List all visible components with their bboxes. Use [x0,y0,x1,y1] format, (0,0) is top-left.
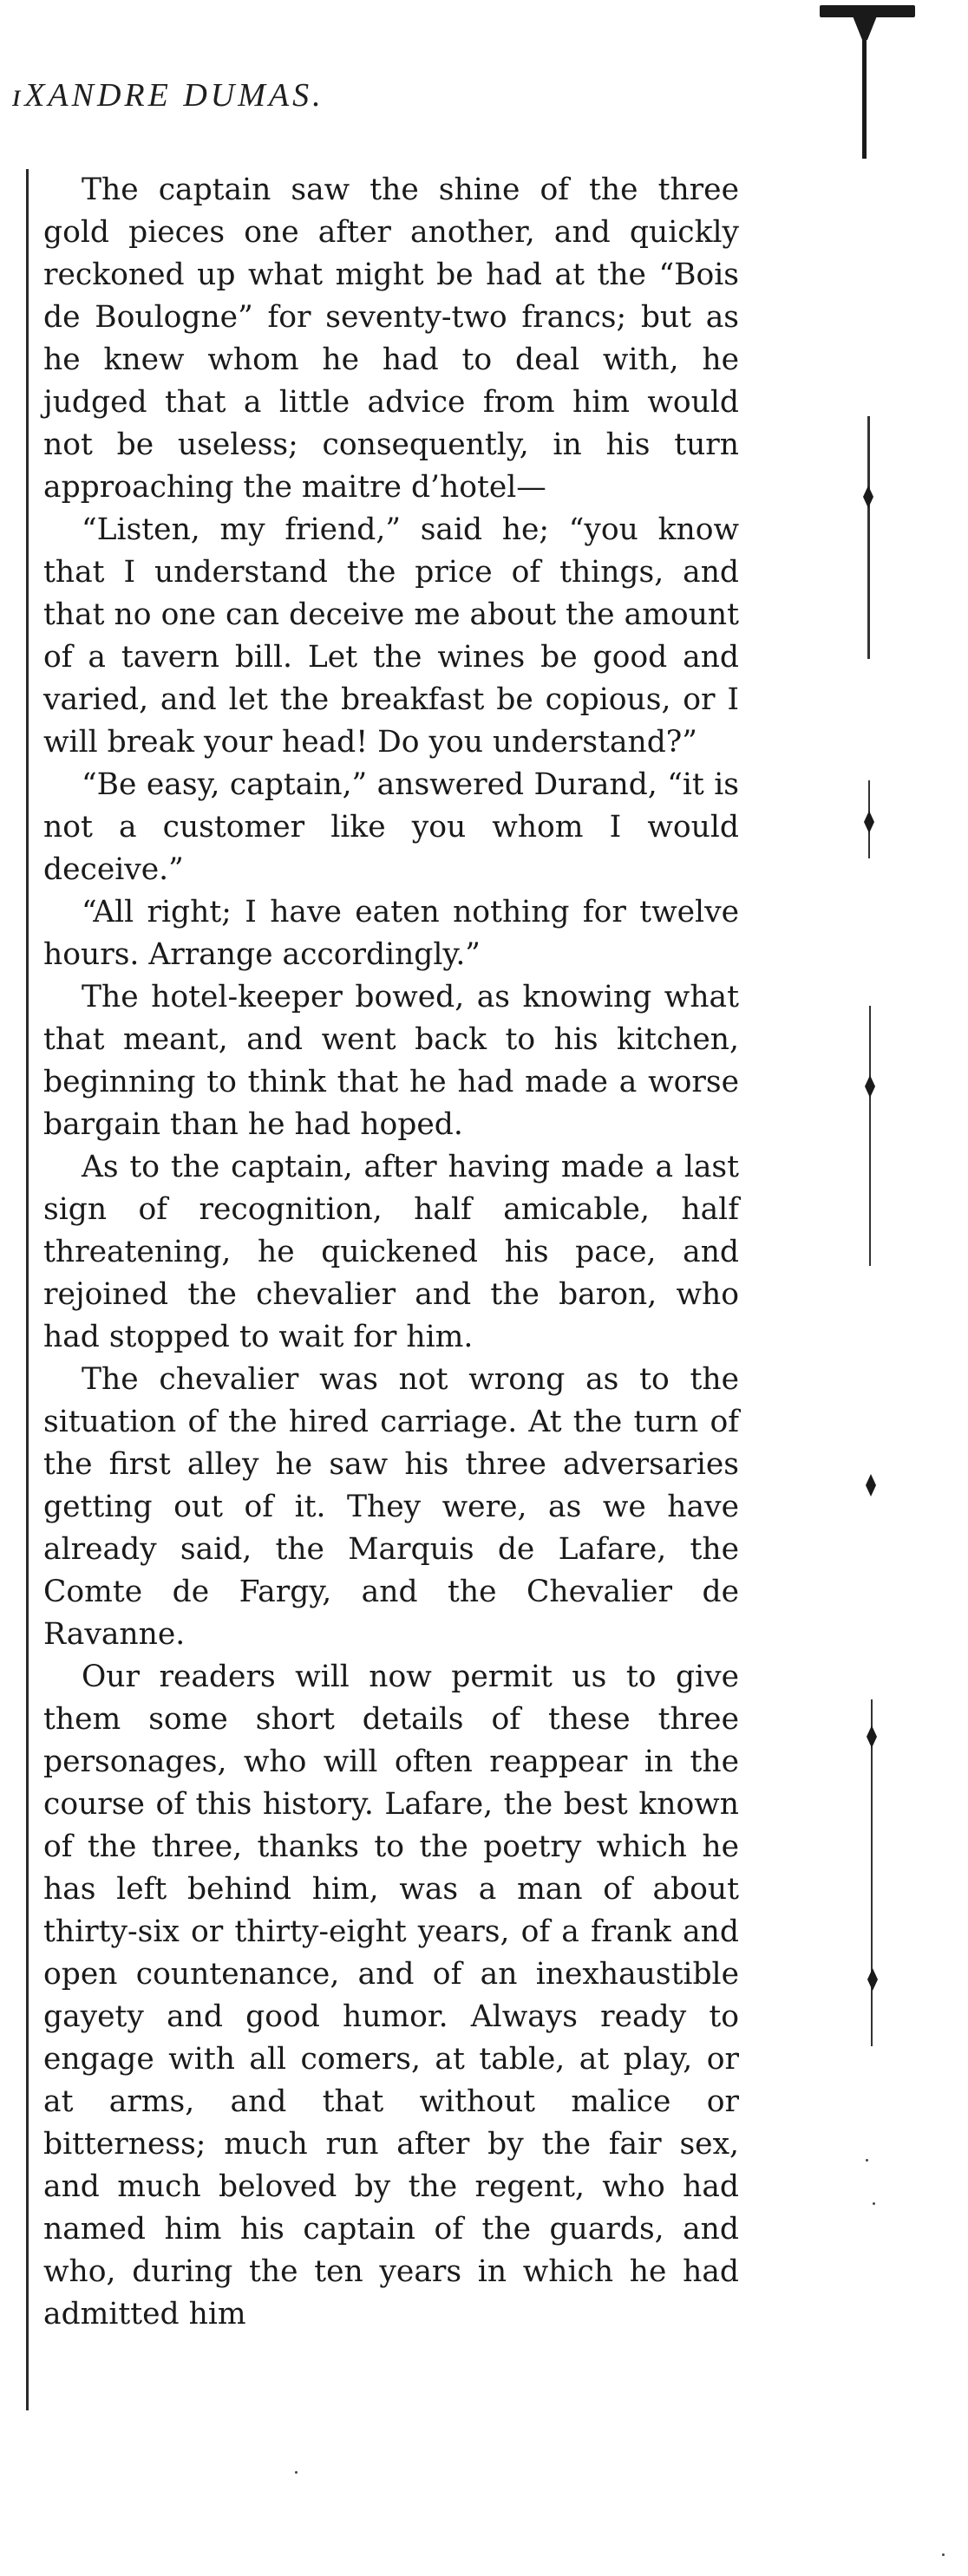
speck [942,2553,945,2556]
binding-edge-line [869,1006,871,1266]
binding-mark [865,1075,875,1098]
speck [866,2159,868,2162]
speck [873,2202,875,2205]
binding-edge-line [867,416,870,659]
binding-edge-line [871,1699,873,2046]
paragraph-7: The chevalier was not wrong as to the situation of the hired carriage. At the turn of the first alley he saw his three adversaries getting out of it. They were, as we have already said, the Marquis de Lafare, the Comte de Fargy, and the Chevalier de Ravanne. [43,1362,739,1652]
text-column [43,169,739,2336]
speck [295,2471,298,2474]
binding-mark [866,1474,876,1497]
binding-mark [867,1968,878,1991]
paragraph-4: “All right; I have eaten nothing for twelve hours. Arrange accordingly.” [43,895,739,972]
paragraph-1: The captain saw the shine of the three gold pieces one after another, and quickly reckoned up what might be had at the “Bois de Boulogne” for seventy-two francs; but as he knew whom he had to deal with, he judged that a little advice from him would not be useless; consequently, in his turn approaching the maitre d’hotel— [43,173,739,505]
paragraph-6: As to the captain, after having made a last sign of recognition, half amicable, half threatening, he quickened his pace, and rejoined the chevalier and the baron, who had stopped to wait for him. [43,1150,739,1354]
column-rule [26,169,29,2410]
binding-mark [864,811,874,833]
running-head: ɪXANDRE DUMAS. [12,77,324,114]
paragraph-8: Our readers will now permit us to give them some short details of these three personages, who will often reappear in the course of this history. Lafare, the best known of the three, thanks to the poetry which he has left behind him, was a man of about thirty-six or thirty-eight years, of a frank and open countenance, and of an inexhaustible gayety and good humor. Always ready to engage with all comers, at table, at play, or at arms, and that without malice or bitterness; much run after by the fair sex, and much beloved by the regent, who had named him his captain of the guards, and who, during the ten years in which he had admitted him [43,1660,739,2331]
paragraph-2: “Listen, my friend,” said he; “you know that I understand the price of things, and that no one can deceive me about the amount of a tavern bill. Let the wines be good and varied, and let the breakfast be copious, or I will break your head! Do you understand?” [43,512,739,760]
paragraph-5: The hotel-keeper bowed, as knowing what that meant, and went back to his kitchen, beginning to think that he had made a worse bargain than he had hoped. [43,980,739,1142]
binding-edge-stem [862,16,867,159]
binding-mark [867,1725,877,1748]
paragraph-3: “Be easy, captain,” answered Durand, “it is not a customer like you whom I would deceive.” [43,767,739,887]
binding-mark [863,486,873,508]
